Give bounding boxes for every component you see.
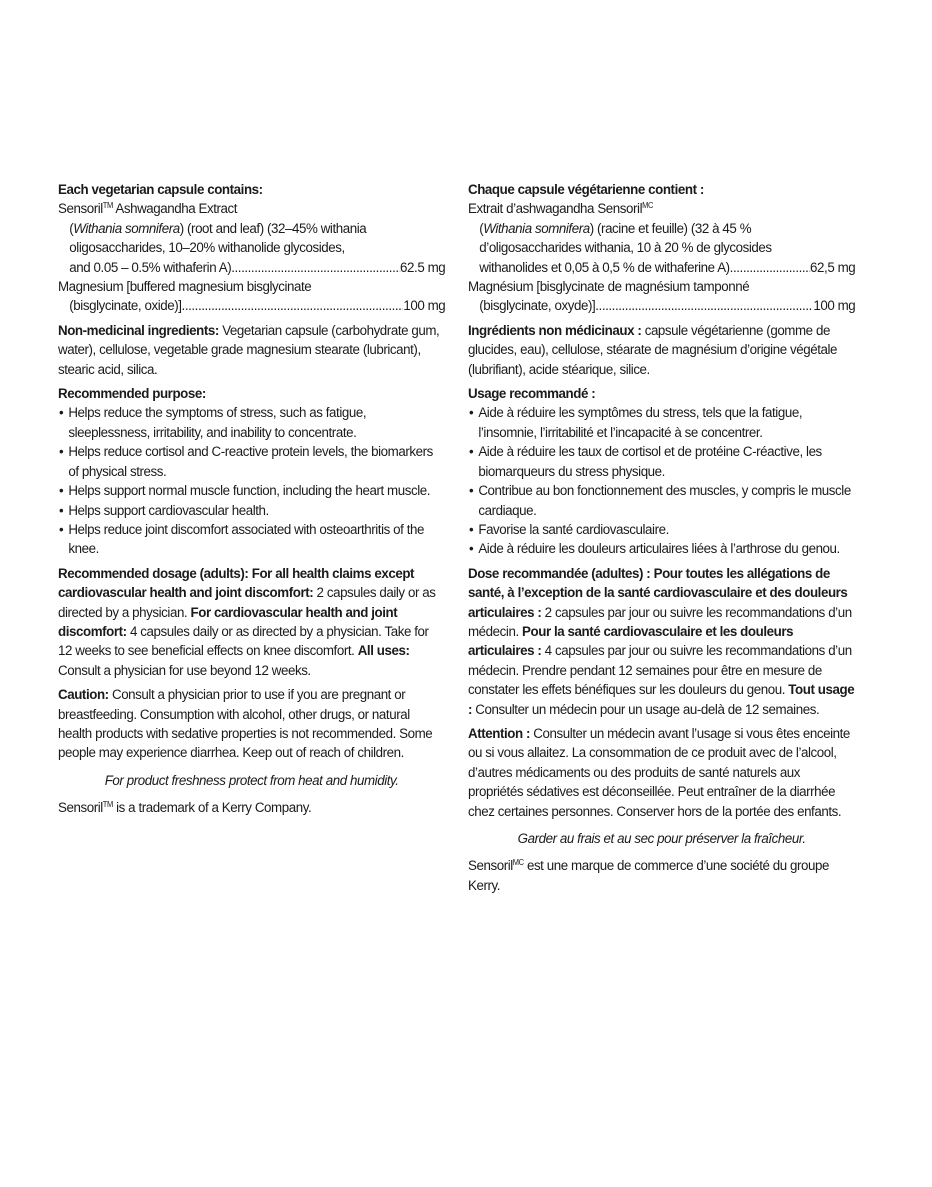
dosage-section xyxy=(468,565,855,720)
purpose-heading: Usage recommandé : xyxy=(468,386,596,403)
extract-desc-3: and 0.05 – 0.5% withaferin A) xyxy=(69,259,232,276)
trademark-mark: TM xyxy=(102,201,113,211)
dosage-section xyxy=(58,565,445,681)
extract-name xyxy=(58,200,445,219)
magnesium-amount: 100 mg xyxy=(813,298,856,315)
extract-brand: Sensoril xyxy=(58,201,103,218)
magnesium-amount: 100 mg xyxy=(403,298,446,315)
list-item: • Aide à réduire les taux de cortisol et de protéine C-réactive, les biomarqueurs du stress physique. xyxy=(468,443,855,482)
caution-text: Consult a physician prior to use if you are pregnant or breastfeeding. Consumption with alcohol, other drugs, or natural health products with sedative properties is not recommended. Some people may experience diarrhea. Keep out of reach of children. xyxy=(58,687,433,762)
trademark-note xyxy=(58,799,445,818)
dosage-text-1: 2 capsules daily or as directed by a physician. xyxy=(58,585,436,621)
list-item: • Helps reduce joint discomfort associated with osteoarthritis of the knee. xyxy=(58,521,445,560)
non-medicinal-text: capsule végétarienne (gomme de glucides, eau), cellulose, stéarate de magnésium d’origine végétale (lubrifiant), acide stéarique, silice. xyxy=(468,322,838,378)
extract-amount-line xyxy=(479,259,855,278)
list-item: • Helps support normal muscle function, including the heart muscle. xyxy=(58,482,445,501)
extract-brand: Extrait d’ashwagandha Sensoril xyxy=(468,201,643,218)
dosage-label: Recommended dosage (adults): For all health claims except cardiovascular health and joint discomfort: xyxy=(58,565,415,602)
dosage-text-2: 4 capsules par jour ou suivre les recommandations d’un médecin. Prendre pendant 12 semaines pour être en mesure de constater les effets bénéfiques sur les douleurs du genou. xyxy=(468,643,852,699)
non-medicinal-section xyxy=(468,322,855,380)
caution-label: Attention : xyxy=(468,725,531,742)
extract-name xyxy=(468,200,855,219)
list-item: • Aide à réduire les douleurs articulaires liées à l’arthrose du genou. xyxy=(468,540,855,559)
freshness-note: Garder au frais et au sec pour préserver la fraîcheur. xyxy=(517,831,806,847)
trademark-text: est une marque de commerce d’une société du groupe Kerry. xyxy=(468,858,830,894)
non-medicinal-label: Ingrédients non médicinaux : xyxy=(468,322,642,339)
trademark-brand: Sensoril xyxy=(58,800,103,817)
latin-name: Withania somnifera xyxy=(73,220,180,237)
dosage-label-3: Tout usage : xyxy=(468,682,855,718)
dot-leader xyxy=(231,259,400,278)
trademark-mark: MC xyxy=(642,201,653,211)
list-item: • Helps reduce cortisol and C-reactive protein levels, the biomarkers of physical stress. xyxy=(58,443,445,482)
caution-section xyxy=(58,686,445,764)
magnesium-line-1: Magnésium [bisglycinate de magnésium tamponné xyxy=(468,279,750,296)
extract-desc-1: ) (racine et feuille) (32 à 45 % xyxy=(589,220,752,237)
magnesium-line-2: (bisglycinate, oxyde)] xyxy=(479,298,596,315)
extract-details xyxy=(468,220,855,278)
latin-name: Withania somnifera xyxy=(483,220,590,237)
paren: ( xyxy=(69,220,74,237)
caution-label: Caution: xyxy=(58,687,109,704)
purpose-section xyxy=(468,385,855,560)
dot-leader xyxy=(730,259,810,278)
extract-desc-2: oligosaccharides, 10–20% withanolide glycosides, xyxy=(69,240,345,257)
ingredients-section xyxy=(468,181,855,317)
purpose-list xyxy=(468,404,855,559)
magnesium-amount-line xyxy=(468,297,855,316)
magnesium-line-1: Magnesium [buffered magnesium bisglycinate xyxy=(58,279,312,296)
trademark-note xyxy=(468,857,855,896)
dosage-text-3: Consulter un médecin pour un usage au-delà de 12 semaines. xyxy=(472,701,820,718)
purpose-section xyxy=(58,385,445,560)
extract-amount: 62.5 mg xyxy=(400,259,446,276)
list-item: • Contribue au bon fonctionnement des muscles, y compris le muscle cardiaque. xyxy=(468,482,855,521)
extract-rest: Ashwagandha Extract xyxy=(112,201,238,218)
dosage-text-3: Consult a physician for use beyond 12 weeks. xyxy=(58,662,311,679)
freshness-note: For product freshness protect from heat and humidity. xyxy=(104,772,399,789)
caution-text: Consulter un médecin avant l’usage si vous êtes enceinte ou si vous allaitez. La consommation de ce produit avec de l’alcool, d’autres médicaments ou des produits de santé naturels aux propriétés sédatives est déconseillée. Peut entraîner de la diarrhée chez certaines personnes. Conserver hors de la portée des enfants. xyxy=(468,725,850,820)
contains-heading: Each vegetarian capsule contains: xyxy=(58,182,263,198)
trademark-mark: TM xyxy=(102,800,113,810)
paren: ( xyxy=(479,220,484,237)
extract-amount-line xyxy=(69,259,445,278)
extract-amount: 62,5 mg xyxy=(810,259,856,276)
trademark-brand: Sensoril xyxy=(468,858,513,875)
ingredients-section xyxy=(58,181,445,317)
dosage-label-2: For cardiovascular health and joint discomfort: xyxy=(58,604,398,640)
dot-leader xyxy=(182,297,404,316)
dosage-text-1: 2 capsules par jour ou suivre les recommandations d’un médecin. xyxy=(468,604,852,640)
dosage-label-3: All uses: xyxy=(357,643,410,660)
extract-desc-2: d’oligosaccharides withania, 10 à 20 % de glycosides xyxy=(479,240,772,257)
trademark-mark: MC xyxy=(512,858,524,868)
dot-leader xyxy=(595,297,813,316)
list-item: • Helps support cardiovascular health. xyxy=(58,502,445,521)
non-medicinal-section xyxy=(58,322,445,380)
list-item: • Helps reduce the symptoms of stress, such as fatigue, sleeplessness, irritability, and inability to concentrate. xyxy=(58,404,445,443)
magnesium-amount-line xyxy=(58,297,445,316)
french-column xyxy=(468,181,855,896)
purpose-list xyxy=(58,404,445,559)
dosage-label-2: Pour la santé cardiovasculaire et les douleurs articulaires : xyxy=(468,623,794,660)
extract-details xyxy=(58,220,445,278)
purpose-heading: Recommended purpose: xyxy=(58,386,206,403)
list-item: • Aide à réduire les symptômes du stress, tels que la fatigue, l’insomnie, l’irritabilité et l’incapacité à se concentrer. xyxy=(468,404,855,443)
non-medicinal-text: Vegetarian capsule (carbohydrate gum, water), cellulose, vegetable grade magnesium stearate (lubricant), stearic acid, silica. xyxy=(58,322,440,378)
caution-section xyxy=(468,725,855,822)
dosage-text-2: 4 capsules daily or as directed by a physician. Take for 12 weeks to see beneficial effects on knee discomfort. xyxy=(58,623,429,660)
dosage-label: Dose recommandée (adultes) : Pour toutes les allégations de santé, à l’exception de la santé cardiovasculaire et des douleurs articulaires : xyxy=(468,565,848,621)
extract-desc-3: withanolides et 0,05 à 0,5 % de withaferine A) xyxy=(479,259,730,276)
list-item: • Favorise la santé cardiovasculaire. xyxy=(468,521,855,540)
non-medicinal-label: Non-medicinal ingredients: xyxy=(58,322,219,339)
magnesium-line-2: (bisglycinate, oxide)] xyxy=(69,298,182,315)
contains-heading: Chaque capsule végétarienne contient : xyxy=(468,182,704,198)
trademark-text: is a trademark of a Kerry Company. xyxy=(112,800,312,817)
extract-desc-1: ) (root and leaf) (32–45% withania xyxy=(179,220,367,237)
english-column xyxy=(58,181,445,819)
